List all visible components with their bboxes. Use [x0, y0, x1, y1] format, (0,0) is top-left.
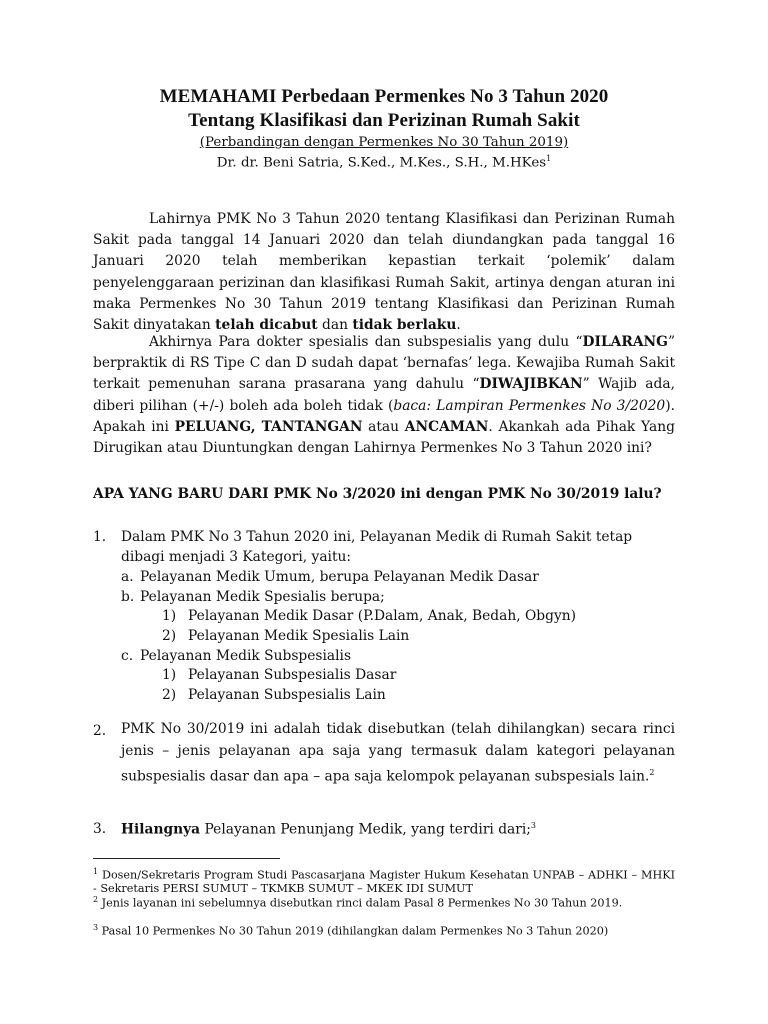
- footnote-1-number: 1: [93, 867, 99, 876]
- footnote-2-text: Jenis layanan ini sebelumnya disebutkan rinci dalam Pasal 8 Permenkes No 30 Tahun 2019.: [98, 896, 623, 910]
- sub-item-b1-marker: 1): [162, 608, 177, 624]
- intro-p2-e: . Akankah ada Pihak Yang Dirugikan atau Diuntungkan dengan Lahirnya Permenkes No 3 Tahun 2020 ini?: [93, 418, 675, 457]
- sub-item-b-marker: b.: [121, 589, 135, 605]
- footnote-3-number: 3: [93, 923, 99, 932]
- footnote-2-number: 2: [93, 895, 99, 904]
- footnote-ref-1: 1: [546, 154, 552, 163]
- intro-p1-end: .: [456, 317, 461, 334]
- author-line: [0, 154, 768, 170]
- list-item-3-body: Pelayanan Penunjang Medik, yang terdiri dari;: [200, 821, 531, 838]
- intro-p2-ancaman: ANCAMAN: [404, 418, 489, 435]
- sub-item-a-text: Pelayanan Medik Umum, berupa Pelayanan Medik Dasar: [140, 569, 539, 585]
- intro-p2-atau: atau: [362, 418, 405, 435]
- list-item-1-line1: Dalam PMK No 3 Tahun 2020 ini, Pelayanan Medik di Rumah Sakit tetap: [121, 529, 633, 545]
- sub-item-c2-text: Pelayanan Subspesialis Lain: [188, 687, 386, 703]
- sub-item-c2-marker: 2): [162, 687, 177, 703]
- footnote-3-text: Pasal 10 Permenkes No 30 Tahun 2019 (dihilangkan dalam Permenkes No 3 Tahun 2020): [98, 924, 609, 938]
- footnote-3: [93, 921, 675, 938]
- section-heading: APA YANG BARU DARI PMK No 3/2020 ini dengan PMK No 30/2019 lalu?: [93, 486, 662, 502]
- sub-item-b2-text: Pelayanan Medik Spesialis Lain: [188, 628, 410, 644]
- footnote-1-text: Dosen/Sekretaris Program Studi Pascasarjana Magister Hukum Kesehatan UNPAB – ADHKI – MHKI - Sekretaris PERSI SUMUT – TKMKB SUMUT – MKEK IDI SUMUT: [93, 868, 675, 896]
- list-item-3-number: 3.: [93, 821, 107, 837]
- list-item-3-text: [121, 821, 536, 838]
- intro-p2-tantangan: TANTANGAN: [261, 418, 363, 435]
- intro-p2-dilarang: DILARANG: [582, 334, 668, 350]
- intro-paragraph-1: [93, 209, 675, 336]
- footnote-2: [93, 893, 675, 910]
- sub-item-b1-text: Pelayanan Medik Dasar (P.Dalam, Anak, Bedah, Obgyn): [188, 608, 577, 624]
- intro-paragraph-2: [93, 332, 675, 459]
- footnote-1: [93, 865, 675, 896]
- sub-item-a-marker: a.: [121, 569, 134, 585]
- footnote-divider: [93, 858, 280, 859]
- intro-p1-mid: dan: [317, 317, 353, 334]
- intro-p1-text: Lahirnya PMK No 3 Tahun 2020 tentang Klasifikasi dan Perizinan Rumah Sakit pada tanggal 14 Januari 2020 dan telah diundangkan pada tanggal 16 Januari 2020 telah memberikan kepastian terkait ‘polemik’ dalam penyelenggaraan perizinan dan klasifikasi Rumah Sakit, artinya dengan aturan ini maka Permenkes No 30 Tahun 2019 tentang Klasifikasi dan Perizinan Rumah Sakit dinyatakan: [93, 211, 675, 334]
- intro-p2-a: Akhirnya Para dokter spesialis dan subspesialis yang dulu “: [149, 334, 583, 350]
- list-item-3-bold: Hilangnya: [121, 821, 201, 838]
- sub-item-c-marker: c.: [121, 648, 134, 664]
- footnote-ref-2: 2: [649, 768, 655, 777]
- intro-p2-c: ” Wajib ada, diberi pilihan (+/-) boleh ada boleh tidak (: [93, 376, 675, 414]
- sub-item-c1-text: Pelayanan Subspesialis Dasar: [188, 667, 397, 683]
- list-item-1-number: 1.: [93, 529, 107, 545]
- intro-p2-d: ). Apakah ini: [93, 397, 675, 435]
- intro-p2-comma: ,: [250, 418, 262, 435]
- sub-item-b-text: Pelayanan Medik Spesialis berupa;: [140, 589, 385, 605]
- document-subtitle: (Perbandingan dengan Permenkes No 30 Tahun 2019): [199, 135, 569, 150]
- list-item-1-line2: dibagi menjadi 3 Kategori, yaitu:: [121, 549, 352, 565]
- intro-p1-bold-tidak-berlaku: tidak berlaku: [352, 317, 457, 334]
- author-name: Dr. dr. Beni Satria, S.Ked., M.Kes., S.H., M.HKes: [216, 155, 547, 171]
- sub-item-c-text: Pelayanan Medik Subspesialis: [140, 648, 352, 664]
- list-item-2-body: PMK No 30/2019 ini adalah tidak disebutkan (telah dihilangkan) secara rinci jenis – jenis pelayanan apa saja yang termasuk dalam kategori pelayanan subspesialis dasar dan apa – apa saja kelompok pelayanan subspesials lain.: [121, 721, 675, 785]
- sub-item-c1-marker: 1): [162, 667, 177, 683]
- intro-p2-italic: baca: Lampiran Permenkes No 3/2020: [393, 397, 666, 414]
- intro-p2-diwajibkan: DIWAJIBKAN: [479, 376, 583, 393]
- document-title-line2: Tentang Klasifikasi dan Perizinan Rumah Sakit: [188, 110, 580, 131]
- sub-item-b2-marker: 2): [162, 628, 177, 644]
- list-item-2-text: [121, 719, 675, 788]
- footnote-ref-3: 3: [530, 821, 537, 830]
- intro-p2-peluang: PELUANG: [174, 418, 251, 435]
- list-item-2-number: 2.: [93, 723, 107, 739]
- intro-p2-b: ” berpraktik di RS Tipe C dan D sudah dapat ‘bernafas’ lega. Kewajiba Rumah Sakit terkait pemenuhan sarana prasarana yang dahulu “: [93, 334, 675, 393]
- document-title-line1: MEMAHAMI Perbedaan Permenkes No 3 Tahun 2020: [159, 86, 609, 107]
- intro-p1-bold-dicabut: telah dicabut: [215, 317, 318, 334]
